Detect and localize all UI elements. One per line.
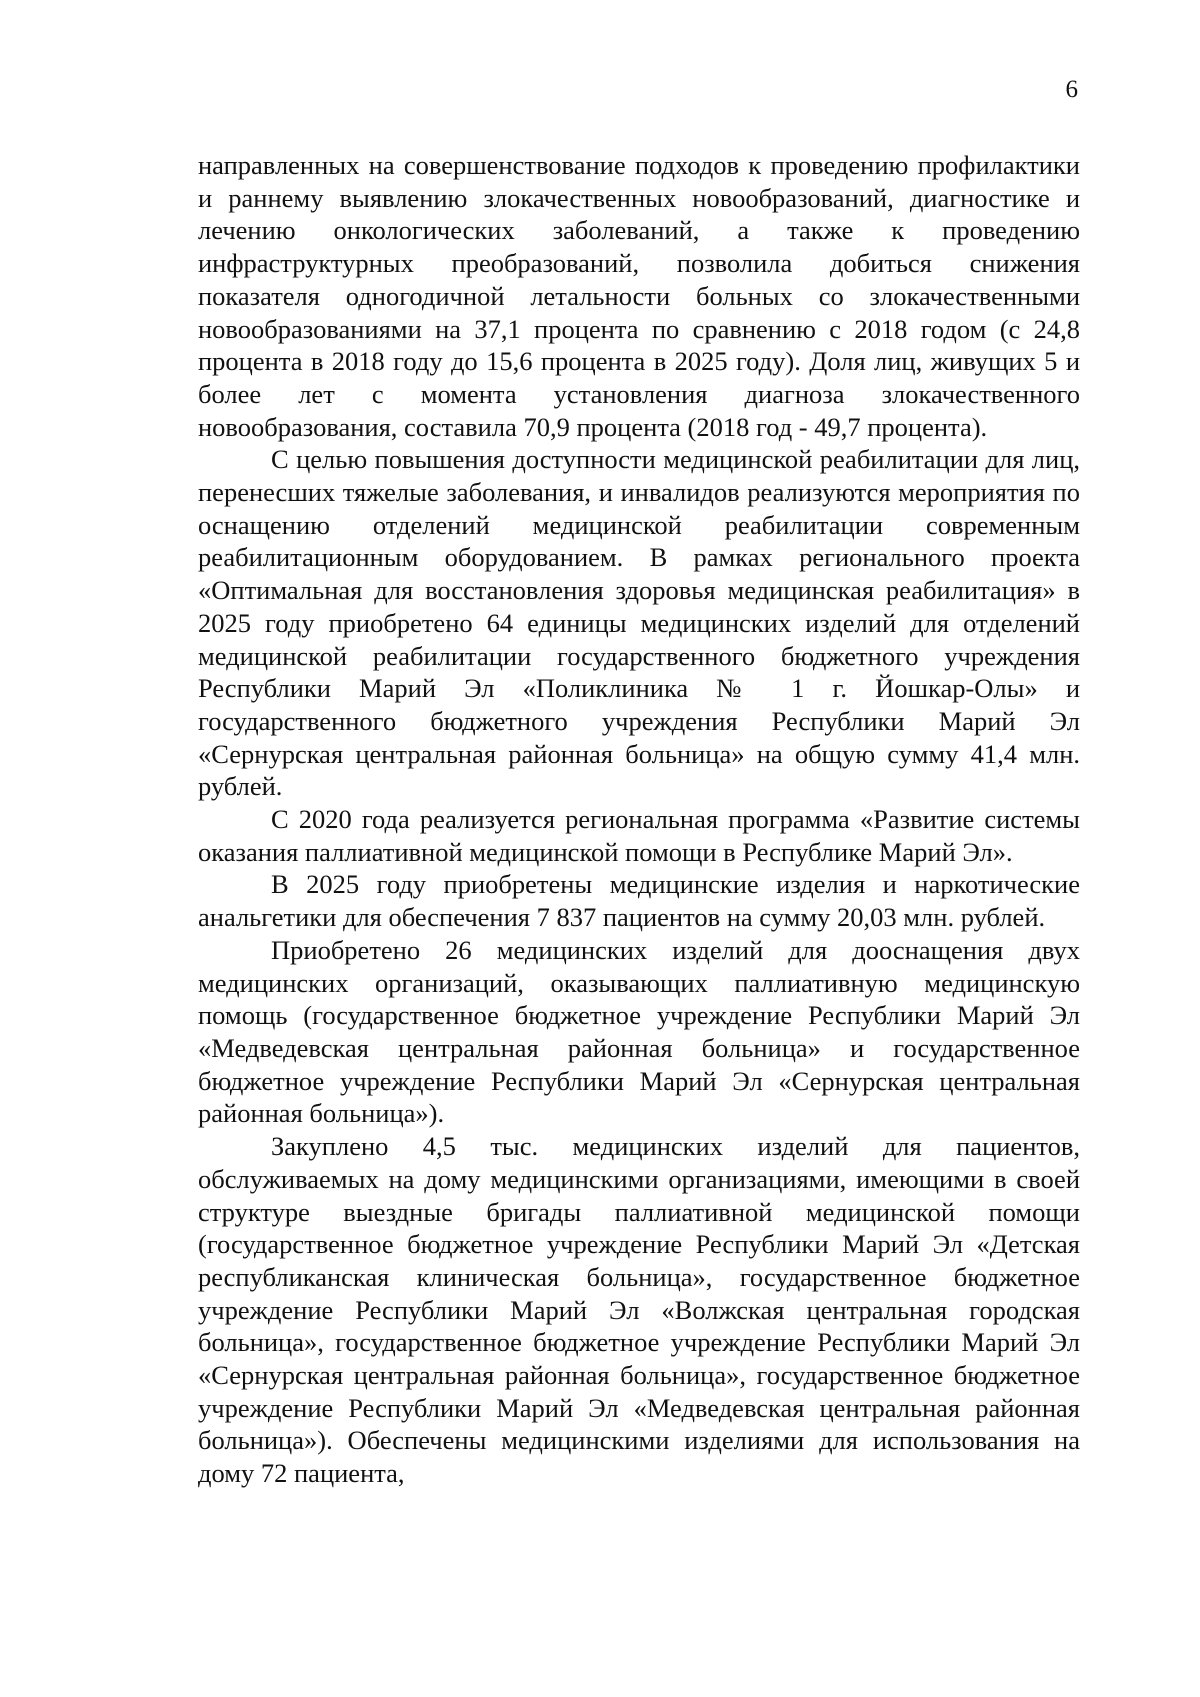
paragraph-oncology-results: направленных на совершенствование подходов к проведению профилактики и раннему выявлению злокачественных новообразований, диагностике и лечению онкологических заболеваний, а также к проведению инфраструктурных преобразований, позволила добиться снижения показателя одногодичной летальности больных со злокачественными новообразованиями на 37,1 процента по сравнению с 2018 годом (с 24,8 процента в 2018 году до 15,6 процента в 2025 году). Доля лиц, живущих 5 и более лет с момента установления диагноза злокачественного новообразования, составила 70,9 процента (2018 год - 49,7 процента). (198, 150, 1080, 442)
page-number: 6 (1065, 76, 1078, 103)
paragraph-equipment-purchase: Приобретено 26 медицинских изделий для дооснащения двух медицинских организаций, оказывающих паллиативную медицинскую помощь (государственное бюджетное учреждение Республики Марий Эл «Медведевская центральная районная больница» и государственное бюджетное учреждение Республики Марий Эл «Сернурская центральная районная больница»). (198, 934, 1080, 1129)
document-body (198, 149, 1080, 1490)
paragraph-analgesics-purchase: В 2025 году приобретены медицинские изделия и наркотические анальгетики для обеспечения 7 837 пациентов на сумму 20,03 млн. рублей. (198, 869, 1080, 933)
paragraph-rehabilitation: С целью повышения доступности медицинской реабилитации для лиц, перенесших тяжелые заболевания, и инвалидов реализуются мероприятия по оснащению отделений медицинской реабилитации современным реабилитационным оборудованием. В рамках регионального проекта «Оптимальная для восстановления здоровья медицинская реабилитация» в 2025 году приобретено 64 единицы медицинских изделий для отделений медицинской реабилитации государственного бюджетного учреждения Республики Марий Эл «Поликлиника № 1 г. Йошкар-Олы» и государственного бюджетного учреждения Республики Марий Эл «Сернурская центральная районная больница» на общую сумму 41,4 млн. рублей. (198, 444, 1080, 802)
paragraph-home-care-devices: Закуплено 4,5 тыс. медицинских изделий для пациентов, обслуживаемых на дому медицинскими организациями, имеющими в своей структуре выездные бригады паллиативной медицинской помощи (государственное бюджетное учреждение Республики Марий Эл «Детская республиканская клиническая больница», государственное бюджетное учреждение Республики Марий Эл «Волжская центральная городская больница», государственное бюджетное учреждение Республики Марий Эл «Сернурская центральная районная больница», государственное бюджетное учреждение Республики Марий Эл «Медведевская центральная районная больница»). Обеспечены медицинскими изделиями для использования на дому 72 пациента, (198, 1131, 1080, 1489)
paragraph-palliative-program: С 2020 года реализуется региональная программа «Развитие системы оказания паллиативной медицинской помощи в Республике Марий Эл». (198, 804, 1080, 867)
